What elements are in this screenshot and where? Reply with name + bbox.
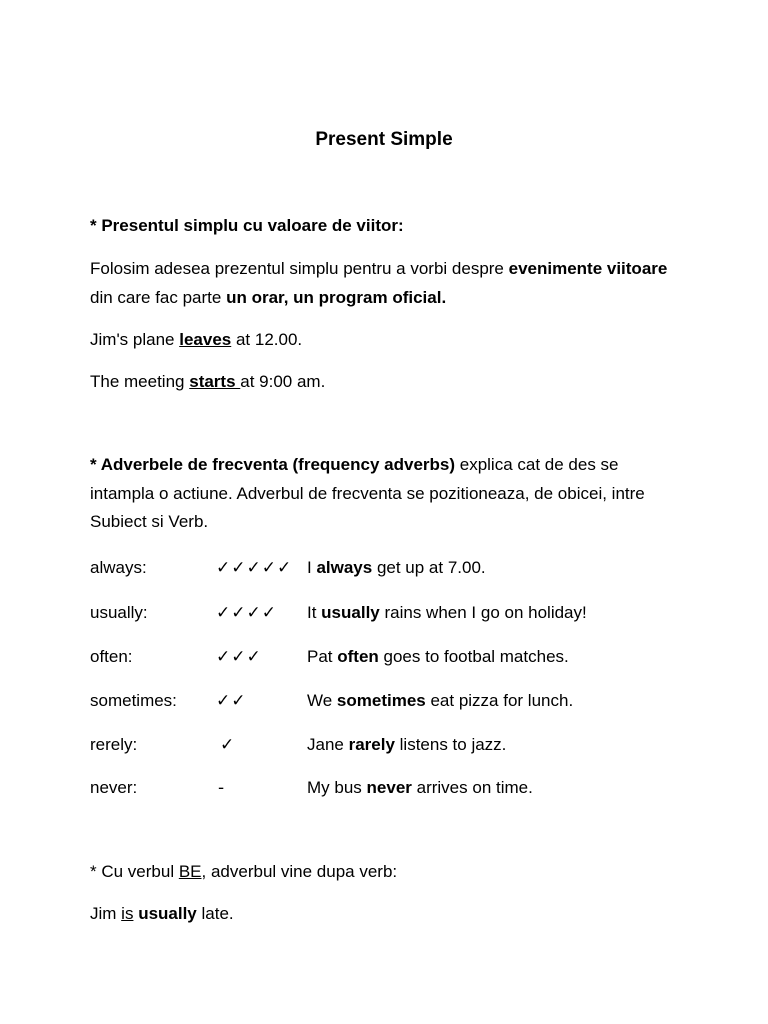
heading-text: * Adverbele de frecventa (frequency adverbs): [90, 455, 456, 474]
text-run: get up at 7.00.: [372, 558, 486, 577]
future-explanation: [90, 255, 670, 312]
bold-run: usually: [321, 603, 380, 622]
text-run: listens to jazz.: [394, 735, 507, 754]
frequency-row: [90, 599, 690, 627]
verb-underlined: starts: [189, 372, 241, 391]
frequency-row: [90, 643, 690, 671]
text-run: late.: [196, 904, 234, 923]
frequency-row: [90, 731, 690, 759]
bold-run: always: [316, 558, 373, 577]
text-run: at 9:00 am.: [240, 372, 326, 391]
adverb-label: often:: [90, 647, 133, 666]
example-sentence: [90, 326, 302, 354]
page-title: Present Simple: [315, 129, 453, 150]
adverb-label: never:: [90, 778, 138, 797]
text-run: I: [307, 558, 317, 577]
underlined-run: BE: [178, 862, 202, 881]
adverb-label: usually:: [90, 603, 148, 622]
example-sentence: [307, 774, 533, 802]
bold-run: never: [366, 778, 412, 797]
text-run: arrives on time.: [411, 778, 533, 797]
underlined-run: is: [121, 904, 134, 923]
text-run: My bus: [307, 778, 367, 797]
text-run: Jim's plane: [90, 330, 180, 349]
adverb-label: sometimes:: [90, 691, 177, 710]
adverb-label: rerely:: [90, 735, 138, 754]
verb-underlined: leaves: [179, 330, 232, 349]
frequency-row: [90, 687, 690, 715]
text-run: The meeting: [90, 372, 190, 391]
text-run: * Cu verbul: [90, 862, 179, 881]
text-run: Pat: [307, 647, 338, 666]
section-heading-future: [90, 212, 404, 240]
frequency-explanation: [90, 451, 670, 537]
bold-run: rarely: [348, 735, 395, 754]
checkmark-icon: ✓✓✓✓: [216, 603, 277, 623]
text-run: Folosim adesea prezentul simplu pentru a vorbi despre: [90, 259, 509, 278]
be-rule: [90, 858, 397, 886]
text-run: goes to footbal matches.: [378, 647, 569, 666]
text-run: Jane: [307, 735, 349, 754]
example-sentence: [307, 554, 486, 582]
example-sentence: [307, 599, 587, 627]
example-sentence: [90, 900, 234, 928]
checkmark-icon: ✓✓✓✓✓: [216, 558, 293, 578]
text-run: It: [307, 603, 322, 622]
example-sentence: [307, 731, 506, 759]
text-run: , adverbul vine dupa verb:: [201, 862, 398, 881]
dash-icon: -: [218, 778, 226, 798]
frequency-row: [90, 774, 690, 802]
bold-run: usually: [138, 904, 197, 923]
bold-run: un orar, un program oficial.: [226, 287, 447, 307]
heading-text: * Presentul simplu cu valoare de viitor:: [90, 216, 404, 235]
text-run: eat pizza for lunch.: [425, 691, 574, 710]
text-run: Jim: [90, 904, 122, 923]
example-sentence: [307, 687, 573, 715]
example-sentence: [307, 643, 569, 671]
checkmark-icon: ✓✓: [216, 691, 247, 711]
text-run: rains when I go on holiday!: [379, 603, 587, 622]
adverb-label: always:: [90, 558, 147, 577]
frequency-row: [90, 554, 690, 582]
example-sentence: [90, 368, 325, 396]
text-run: din care fac parte: [90, 287, 227, 307]
bold-run: evenimente viitoare: [508, 259, 668, 278]
text-run: explica cat de des se intampla o actiune. Adverbul de frecventa se pozitioneaza, de obicei, intre Subiect si Verb.: [90, 455, 645, 531]
checkmark-icon: ✓✓✓: [216, 647, 262, 667]
text-run: at 12.00.: [231, 330, 303, 349]
checkmark-icon: ✓: [220, 735, 236, 755]
text-run: We: [307, 691, 337, 710]
bold-run: often: [337, 647, 379, 666]
bold-run: sometimes: [336, 691, 426, 710]
